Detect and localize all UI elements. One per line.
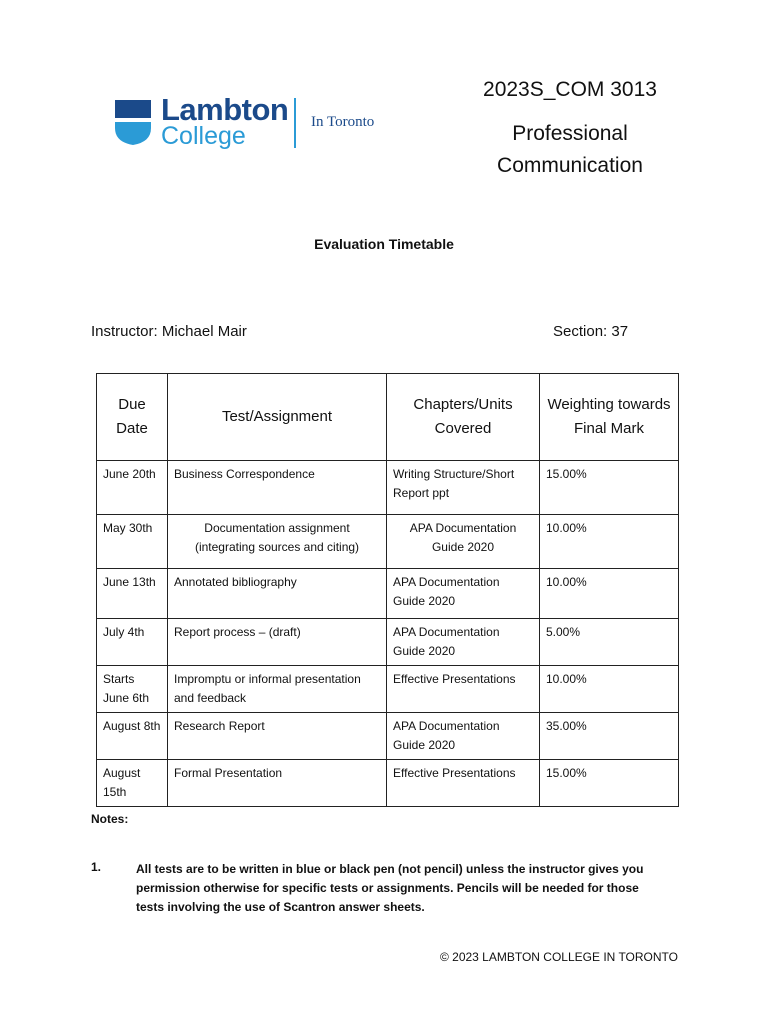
cell-chapters: Effective Presentations: [387, 760, 540, 807]
cell-assignment: Report process – (draft): [168, 619, 387, 666]
cell-due-date: June 20th: [97, 461, 168, 515]
table-row: [97, 713, 679, 760]
cell-due-date: June 13th: [97, 569, 168, 619]
instructor-label: Instructor: Michael Mair: [91, 323, 247, 340]
evaluation-table: [96, 373, 679, 807]
notes-heading: Notes:: [91, 812, 129, 826]
table-row: [97, 666, 679, 713]
course-name: Professional Communication: [497, 122, 643, 177]
logo-wordmark-secondary: College: [161, 122, 246, 150]
cell-chapters: APA Documentation Guide 2020: [387, 515, 540, 569]
header-due-date: Due Date: [97, 374, 168, 461]
cell-weighting: 10.00%: [540, 666, 679, 713]
note-number: 1.: [91, 860, 102, 874]
cell-assignment: Documentation assignment (integrating sources and citing): [168, 515, 387, 569]
cell-weighting: 5.00%: [540, 619, 679, 666]
cell-assignment: Impromptu or informal presentation and feedback: [168, 666, 387, 713]
cell-chapters: Writing Structure/Short Report ppt: [387, 461, 540, 515]
cell-due-date: Starts June 6th: [97, 666, 168, 713]
logo-wordmark-primary: Lambton: [161, 92, 289, 127]
logo-divider: [294, 98, 296, 148]
header-chapters: Chapters/Units Covered: [387, 374, 540, 461]
cell-weighting: 10.00%: [540, 515, 679, 569]
cell-due-date: May 30th: [97, 515, 168, 569]
cell-chapters: APA Documentation Guide 2020: [387, 713, 540, 760]
cell-due-date: August 15th: [97, 760, 168, 807]
cell-assignment: Formal Presentation: [168, 760, 387, 807]
cell-weighting: 35.00%: [540, 713, 679, 760]
table-row: [97, 760, 679, 807]
table-header-row: [97, 374, 679, 461]
cell-assignment: Business Correspondence: [168, 461, 387, 515]
header-weighting: Weighting towards Final Mark: [540, 374, 679, 461]
header-test-assignment: Test/Assignment: [168, 374, 387, 461]
shield-icon: [113, 98, 153, 146]
cell-due-date: August 8th: [97, 713, 168, 760]
cell-assignment: Research Report: [168, 713, 387, 760]
note-text: All tests are to be written in blue or black pen (not pencil) unless the instructor gives you permission otherwise for specific tests or assignments. Pencils will be needed for those tests involving the use of Scantron answer sheets.: [136, 862, 644, 914]
cell-due-date: July 4th: [97, 619, 168, 666]
table-row: [97, 461, 679, 515]
cell-weighting: 15.00%: [540, 760, 679, 807]
cell-chapters: Effective Presentations: [387, 666, 540, 713]
course-code: 2023S_COM 3013: [483, 78, 657, 101]
table-row: [97, 619, 679, 666]
copyright-footer: © 2023 LAMBTON COLLEGE IN TORONTO: [439, 950, 678, 964]
lambton-college-logo: [113, 92, 383, 152]
cell-assignment: Annotated bibliography: [168, 569, 387, 619]
table-row: [97, 515, 679, 569]
cell-weighting: 15.00%: [540, 461, 679, 515]
page-title: Evaluation Timetable: [314, 236, 454, 252]
cell-chapters: APA Documentation Guide 2020: [387, 569, 540, 619]
section-label: Section: 37: [553, 323, 629, 340]
table-row: [97, 569, 679, 619]
cell-chapters: APA Documentation Guide 2020: [387, 619, 540, 666]
logo-campus: In Toronto: [311, 114, 375, 130]
cell-weighting: 10.00%: [540, 569, 679, 619]
